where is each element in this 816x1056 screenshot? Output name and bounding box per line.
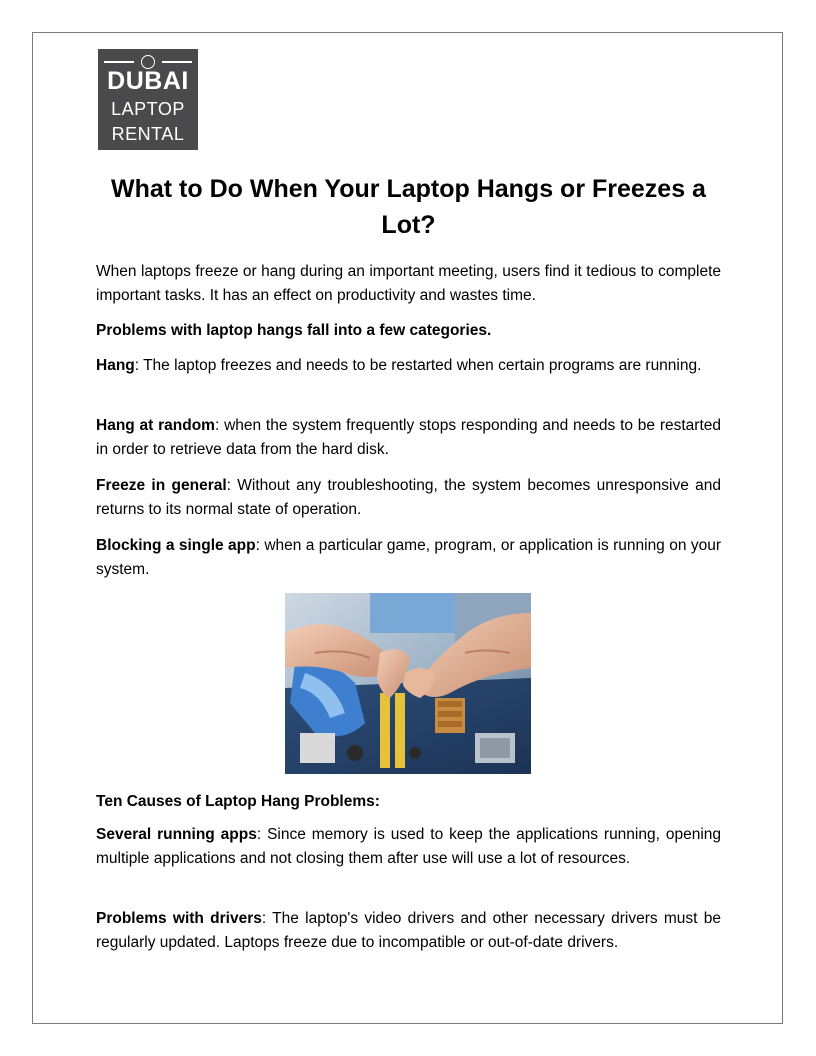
category-item [96,354,721,378]
category-item [96,474,721,522]
categories-heading: Problems with laptop hangs fall into a few categories. [96,322,492,339]
laptop-repair-photo [285,593,531,774]
category-term: Blocking a single app [96,537,256,554]
document-page [32,32,783,1024]
causes-heading: Ten Causes of Laptop Hang Problems: [96,793,380,810]
intro-paragraph: When laptops freeze or hang during an important meeting, users find it tedious to complete important tasks. It has an effect on productivity and wastes time. [96,263,721,304]
logo-text-laptop: LAPTOP [111,99,185,119]
category-description: : when the system frequently stops responding and needs to be restarted in order to retrieve data from the hard disk. [96,417,721,458]
cause-term: Several running apps [96,826,257,843]
category-description: : The laptop freezes and needs to be restarted when certain programs are running. [134,357,702,374]
category-term: Hang [96,357,135,374]
cause-description: : The laptop's video drivers and other necessary drivers must be regularly updated. Laptops freeze due to incompatible or out-of-date drivers. [96,910,721,951]
category-item [96,534,721,582]
cause-item [96,907,721,955]
category-term: Hang at random [96,417,215,434]
category-description: : Without any troubleshooting, the system becomes unresponsive and returns to its normal state of operation. [96,477,721,518]
category-description: : when a particular game, program, or application is running on your system. [96,537,721,578]
dubai-laptop-rental-logo [98,49,198,150]
cause-description: : Since memory is used to keep the applications running, opening multiple applications and not closing them after use will use a lot of resources. [96,826,721,867]
logo-line-right [162,61,192,63]
category-item [96,414,721,462]
category-term: Freeze in general [96,477,227,494]
page-title: What to Do When Your Laptop Hangs or Freezes a Lot? [111,175,706,239]
cause-item [96,823,721,871]
cause-term: Problems with drivers [96,910,262,927]
logo-text-dubai: DUBAI [107,67,189,95]
logo-text-rental: RENTAL [111,124,185,144]
logo-line-left [104,61,134,63]
